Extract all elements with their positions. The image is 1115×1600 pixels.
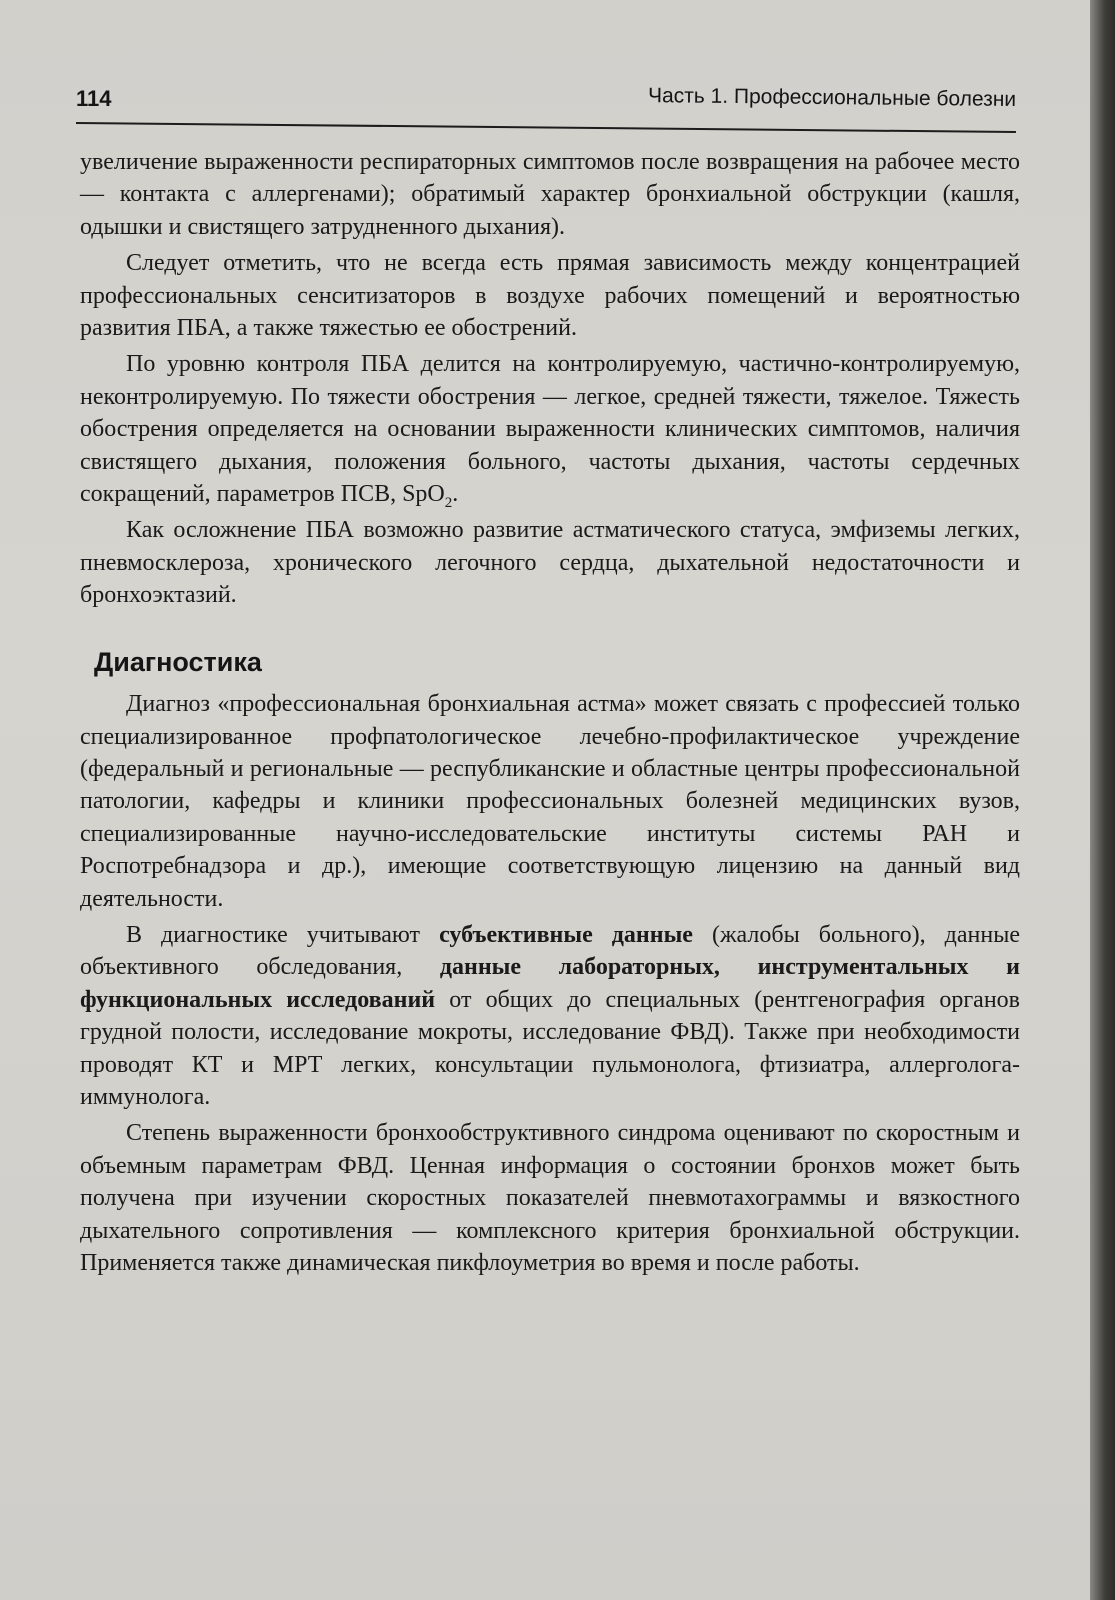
running-head: Часть 1. Профессиональные болезни (647, 84, 1017, 111)
paragraph-text: В диагностике учитывают (126, 921, 440, 948)
paragraph: Степень выраженности бронхообструктивного синдрома оценивают по скоростным и объемным параметрам ФВД. Ценная информация о состоянии бронхов может быть получена при изучении скоростных показателей пневмотахограммы и вязкостного дыхательного сопротивления — комплексного критерия бронхиальной обструкции. Применяется также динамическая пикфлоуметрия во время и после работы. (80, 1120, 1020, 1276)
bold-term: данные лабораторных, инструментальных и функциональных исследований (80, 954, 1020, 1013)
page-header (76, 84, 1016, 122)
paragraph: Диагноз «профессиональная бронхиальная астма» может связать с профессией только специализированное профпатологическое лечебно-профилактическое учреждение (федеральный и региональные — республиканские и областные центры профессиональной патологии, кафедры и клиники профессиональных болезней медицинских вузов, специализированные научно-исследовательские институты системы РАН и Роспотребнадзора и др.), имеющие соответствующую лицензию на данный вид деятельности. (80, 691, 1020, 912)
page-number: 114 (76, 86, 112, 111)
paragraph: Следует отметить, что не всегда есть прямая зависимость между концентрацией профессиональных сенситизаторов в воздухе рабочих помещений и вероятностью развития ПБА, а также тяжестью ее обострений. (80, 250, 1020, 342)
paragraph: увеличение выраженности респираторных симптомов после возвращения на рабочее место — контакта с аллергенами); обратимый характер бронхиальной обструкции (кашля, одышки и свистящего затрудненного дыхания). (80, 149, 1020, 240)
paragraph-text: По уровню контроля ПБА делится на контролируемую, частично-контролируемую, неконтролируемую. По тяжести обострения — легкое, средней тяжести, тяжелое. Тяжесть обострения определяется на основании выраженности клинических симптомов, наличия свистящего дыхания, положения больного, частоты дыхания, частоты сердечных сокращений, параметров ПСВ, SpO (80, 351, 1020, 508)
subscript: 2 (444, 495, 453, 512)
page-edge-shadow (1090, 0, 1115, 1600)
section-title: Диагностика (94, 646, 262, 677)
paragraph-text: (жалобы больного), данные объективного обследования, (80, 921, 1020, 981)
paragraph-text: от общих до специальных (рентгенография органов грудной полости, исследование мокроты, исследование ФВД). Также при необходимости проводят КТ и МРТ легких, консультации пульмонолога, фтизиатра, аллерголога-иммунолога. (80, 986, 1020, 1110)
paragraph (80, 919, 1020, 1113)
bold-term: субъективные данные (439, 921, 693, 948)
paragraph (80, 348, 1020, 510)
header-rule (76, 122, 1016, 133)
paragraph: Как осложнение ПБА возможно развитие астматического статуса, эмфиземы легких, пневмосклероза, хронического легочного сердца, дыхательной недостаточности и бронхоэктазий. (80, 517, 1020, 609)
paragraph-text: . (452, 481, 459, 508)
page-body (80, 146, 1020, 1279)
